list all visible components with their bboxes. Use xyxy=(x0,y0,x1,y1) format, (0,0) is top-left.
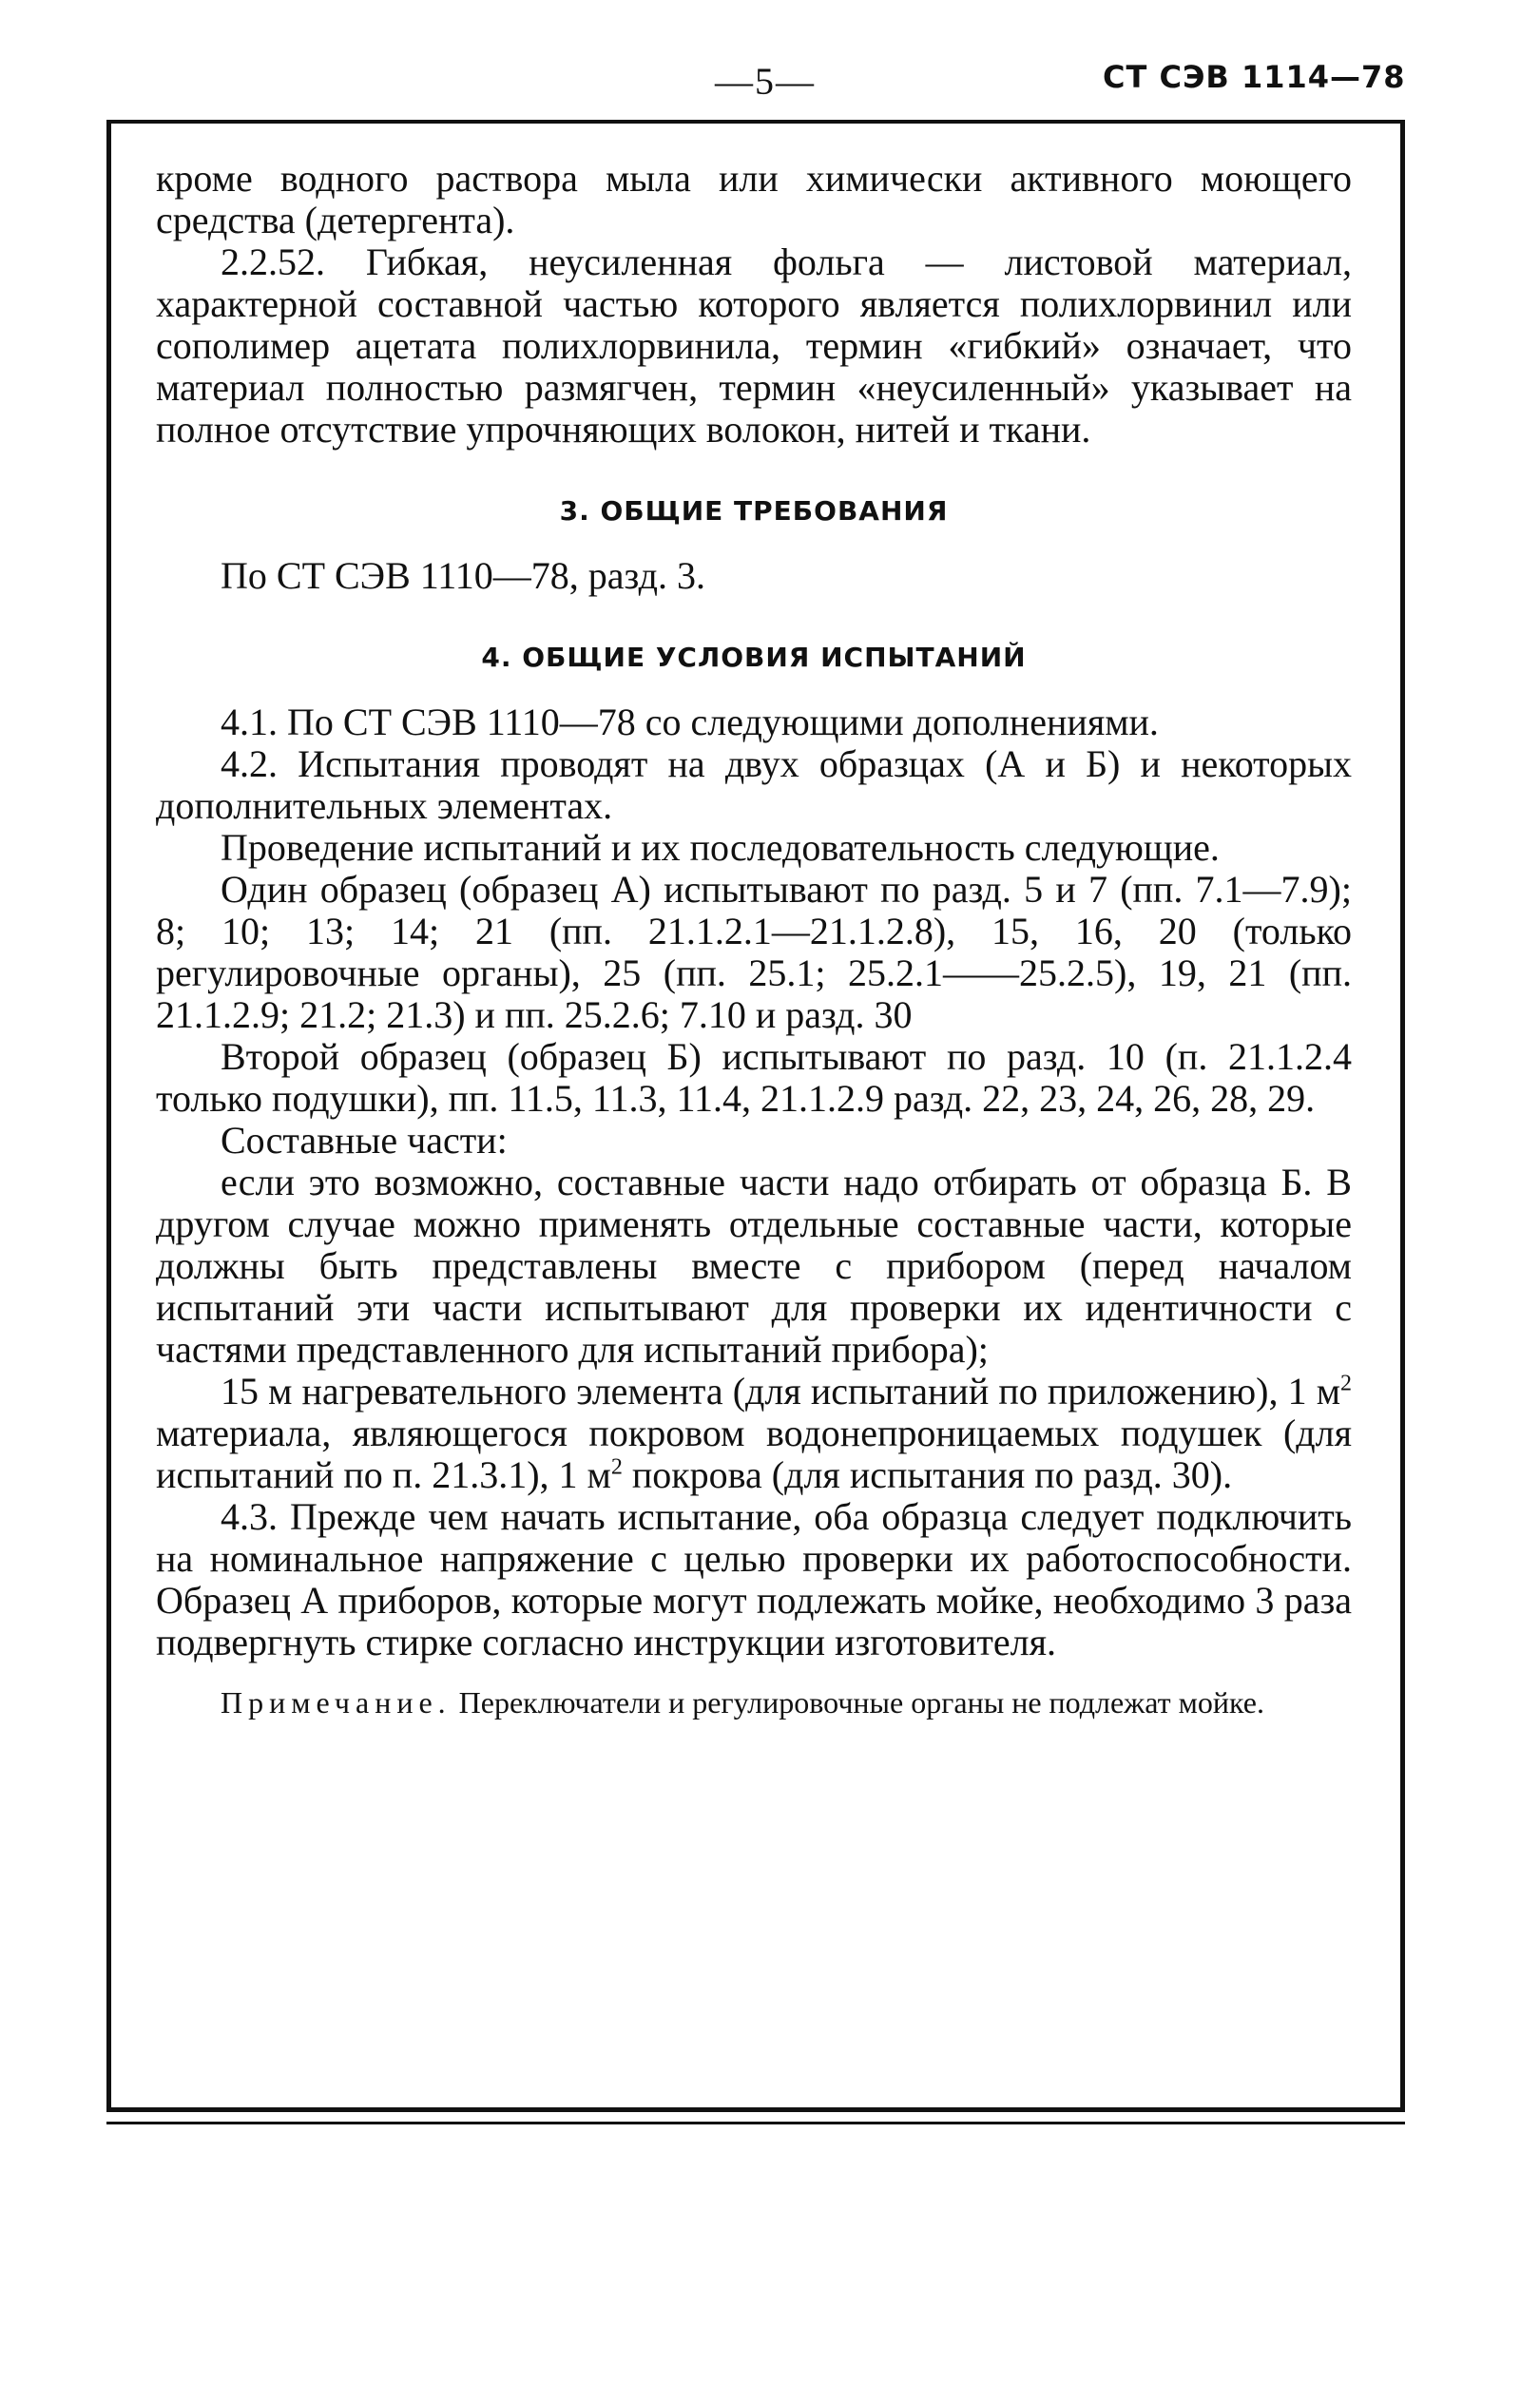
heating-text-2: материала, являющегося покровом водонепроницаемых подушек (для испытаний по п. 21.3.1), 1 м xyxy=(156,1412,1352,1496)
heating-text-1: 15 м нагревательного элемента (для испытаний по приложению), 1 м xyxy=(221,1370,1340,1413)
paragraph-sample-a: Один образец (образец А) испытывают по разд. 5 и 7 (пп. 7.1—7.9); 8; 10; 13; 14; 21 (пп. 21.1.2.1—21.1.2.8), 15, 16, 20 (только регулировочные органы), 25 (пп. 25.1; 25.2.1——25.2.5), 19, 21 (пп. 21.1.2.9; 21.2; 21.3) и пп. 25.2.6; 7.10 и разд. 30 xyxy=(156,868,1352,1036)
note-label: Примечание. xyxy=(221,1685,452,1720)
superscript-2: 2 xyxy=(1340,1371,1352,1396)
paragraph-parts: если это возможно, составные части надо отбирать от образца Б. В другом случае можно применять отдельные составные части, которые должны быть представлены вместе с прибором (перед началом испытаний эти части испытывают для проверки их идентичности с частями представленного для испытаний прибора); xyxy=(156,1161,1352,1371)
paragraph-test-sequence: Проведение испытаний и их последовательность следующие. xyxy=(221,826,1220,869)
standard-code: СТ СЭВ 1114—78 xyxy=(1103,59,1406,95)
note xyxy=(156,1684,1352,1720)
section-3-text: По СТ СЭВ 1110—78, разд. 3. xyxy=(221,554,705,597)
paragraph-detergent: кроме водного раствора мыла или химически активного моющего средства (детергента). xyxy=(156,157,1352,241)
paragraph-parts-label: Составные части: xyxy=(221,1119,508,1162)
document-body xyxy=(156,158,1352,1720)
section-4-heading: 4. ОБЩИЕ УСЛОВИЯ ИСПЫТАНИЙ xyxy=(481,642,1027,673)
paragraph-4-1: 4.1. По СТ СЭВ 1110—78 со следующими дополнениями. xyxy=(221,701,1159,743)
paragraph-heating-element xyxy=(156,1371,1352,1496)
paragraph-sample-b: Второй образец (образец Б) испытывают по разд. 10 (п. 21.1.2.4 только подушки), пп. 11.5, 11.3, 11.4, 21.1.2.9 разд. 22, 23, 24, 26, 28, 29. xyxy=(156,1035,1352,1120)
section-3-heading: 3. ОБЩИЕ ТРЕБОВАНИЯ xyxy=(559,495,949,527)
paragraph-4-3: 4.3. Прежде чем начать испытание, оба образца следует подключить на номинальное напряжение с целью проверки их работоспособности. Образец А приборов, которые могут подлежать мойке, необходимо 3 раза подвергнуть стирке согласно инструкции изготовителя. xyxy=(156,1495,1352,1663)
heating-text-3: покрова (для испытания по разд. 30). xyxy=(622,1453,1233,1496)
page-number: —5— xyxy=(715,60,816,103)
paragraph-2-2-52: 2.2.52. Гибкая, неусиленная фольга — листовой материал, характерной составной частью которого является полихлорвинил или сополимер ацетата полихлорвинила, термин «гибкий» означает, что материал полностью размягчен, термин «неусиленный» указывает на полное отсутствие упрочняющих волокон, нитей и ткани. xyxy=(156,240,1352,451)
paragraph-4-2: 4.2. Испытания проводят на двух образцах (А и Б) и некоторых дополнительных элементах. xyxy=(156,742,1352,827)
note-text: Переключатели и регулировочные органы не подлежат мойке. xyxy=(451,1685,1264,1720)
superscript-2: 2 xyxy=(610,1454,623,1480)
frame-bottom-rule xyxy=(106,2122,1405,2124)
